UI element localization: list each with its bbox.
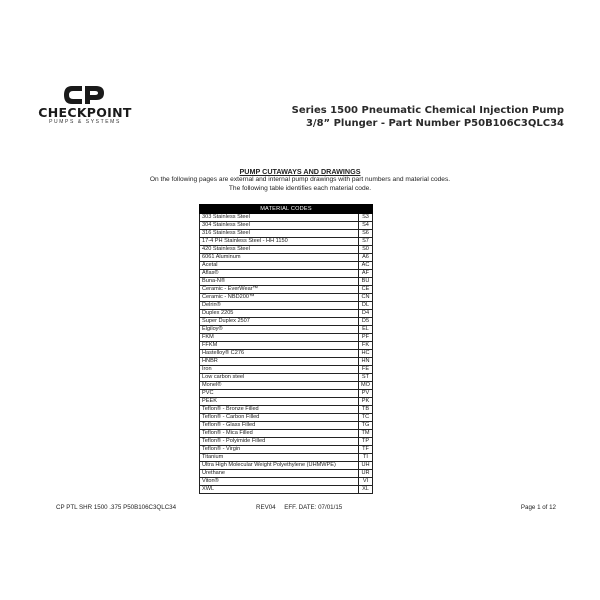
table-row bbox=[200, 253, 373, 261]
material-name: Buna-N® bbox=[200, 277, 359, 285]
table-row bbox=[200, 405, 373, 413]
material-name: Teflon® - Glass Filled bbox=[200, 421, 359, 429]
material-codes-table bbox=[199, 204, 373, 494]
material-code: PF bbox=[359, 333, 373, 341]
material-code: TM bbox=[359, 429, 373, 437]
material-code: S4 bbox=[359, 221, 373, 229]
table-row bbox=[200, 421, 373, 429]
material-code: FK bbox=[359, 341, 373, 349]
material-code: FE bbox=[359, 365, 373, 373]
material-name: FFKM bbox=[200, 341, 359, 349]
material-name: 303 Stainless Steel bbox=[200, 213, 359, 221]
logo-wordmark: CHECKPOINT bbox=[38, 105, 132, 120]
material-code: TB bbox=[359, 405, 373, 413]
table-row bbox=[200, 461, 373, 469]
document-header bbox=[292, 104, 564, 130]
table-row bbox=[200, 325, 373, 333]
table-row bbox=[200, 349, 373, 357]
table-header: MATERIAL CODES bbox=[200, 205, 373, 214]
table-row bbox=[200, 301, 373, 309]
table-row bbox=[200, 429, 373, 437]
material-code: S6 bbox=[359, 229, 373, 237]
table-row bbox=[200, 277, 373, 285]
material-name: Low carbon steel bbox=[200, 373, 359, 381]
company-logo bbox=[34, 84, 136, 130]
material-name: 420 Stainless Steel bbox=[200, 245, 359, 253]
material-code: MO bbox=[359, 381, 373, 389]
intro-line-2: The following table identifies each material code. bbox=[228, 184, 372, 192]
section-intro bbox=[0, 176, 600, 193]
table-row bbox=[200, 341, 373, 349]
table-row bbox=[200, 229, 373, 237]
table-row bbox=[200, 285, 373, 293]
material-name: PEEK bbox=[200, 397, 359, 405]
material-code: UR bbox=[359, 469, 373, 477]
material-name: Ceramic - EverWear™ bbox=[200, 285, 359, 293]
material-code: VI bbox=[359, 477, 373, 485]
material-name: Monel® bbox=[200, 381, 359, 389]
material-name: Teflon® - Virgin bbox=[200, 445, 359, 453]
intro-line-1: On the following pages are external and internal pump drawings with part numbers and material codes. bbox=[149, 176, 451, 183]
material-code: TI bbox=[359, 453, 373, 461]
material-code: HC bbox=[359, 349, 373, 357]
table-row bbox=[200, 469, 373, 477]
material-code: PV bbox=[359, 389, 373, 397]
material-name: 316 Stainless Steel bbox=[200, 229, 359, 237]
material-name: Iron bbox=[200, 365, 359, 373]
checkpoint-logo-icon bbox=[62, 84, 106, 106]
material-code: S3 bbox=[359, 213, 373, 221]
material-name: Titanium bbox=[200, 453, 359, 461]
material-name: Hastelloy® C276 bbox=[200, 349, 359, 357]
material-code: AC bbox=[359, 261, 373, 269]
table-row bbox=[200, 237, 373, 245]
table-row bbox=[200, 453, 373, 461]
header-line-2: 3/8” Plunger - Part Number P50B106C3QLC34 bbox=[305, 118, 564, 129]
material-code: TC bbox=[359, 413, 373, 421]
material-name: Urethane bbox=[200, 469, 359, 477]
table-row bbox=[200, 261, 373, 269]
material-code: S0 bbox=[359, 245, 373, 253]
table-row bbox=[200, 365, 373, 373]
header-line-1: Series 1500 Pneumatic Chemical Injection Pump bbox=[291, 105, 564, 116]
material-name: Teflon® - Bronze Filled bbox=[200, 405, 359, 413]
material-code: HN bbox=[359, 357, 373, 365]
material-name: Elgiloy® bbox=[200, 325, 359, 333]
material-code: DL bbox=[359, 301, 373, 309]
material-name: Teflon® - Polyimide Filled bbox=[200, 437, 359, 445]
material-code: D4 bbox=[359, 309, 373, 317]
table-row bbox=[200, 221, 373, 229]
material-name: Ceramic - NBD200™ bbox=[200, 293, 359, 301]
logo-subtitle: PUMPS & SYSTEMS bbox=[49, 119, 121, 125]
material-name: PVC bbox=[200, 389, 359, 397]
material-code: A6 bbox=[359, 253, 373, 261]
material-name: Duplex 2205 bbox=[200, 309, 359, 317]
material-code: S7 bbox=[359, 237, 373, 245]
footer-page-number: Page 1 of 12 bbox=[520, 504, 556, 511]
table-row bbox=[200, 373, 373, 381]
material-code: ST bbox=[359, 373, 373, 381]
material-codes-body bbox=[200, 213, 373, 493]
table-row bbox=[200, 269, 373, 277]
material-name: Acetal bbox=[200, 261, 359, 269]
table-row bbox=[200, 381, 373, 389]
table-row bbox=[200, 437, 373, 445]
material-code: AF bbox=[359, 269, 373, 277]
material-name: Ultra High Molecular Weight Polyethylene (UHMWPE) bbox=[200, 461, 359, 469]
table-row bbox=[200, 309, 373, 317]
material-code: TF bbox=[359, 445, 373, 453]
material-name: 17-4 PH Stainless Steel - HH 1150 bbox=[200, 237, 359, 245]
table-row bbox=[200, 245, 373, 253]
material-name: 304 Stainless Steel bbox=[200, 221, 359, 229]
table-row bbox=[200, 357, 373, 365]
material-name: 6061 Aluminum bbox=[200, 253, 359, 261]
material-code: TG bbox=[359, 421, 373, 429]
table-row bbox=[200, 477, 373, 485]
material-code: D5 bbox=[359, 317, 373, 325]
material-name: Teflon® - Mica Filled bbox=[200, 429, 359, 437]
table-row bbox=[200, 293, 373, 301]
section-title: PUMP CUTAWAYS AND DRAWINGS bbox=[239, 167, 361, 176]
material-code: PK bbox=[359, 397, 373, 405]
material-name: HNBR bbox=[200, 357, 359, 365]
material-code: CN bbox=[359, 293, 373, 301]
table-row bbox=[200, 389, 373, 397]
material-code: XL bbox=[359, 485, 373, 493]
material-name: XWL bbox=[200, 485, 359, 493]
material-name: Super Duplex 2507 bbox=[200, 317, 359, 325]
material-name: Delrin® bbox=[200, 301, 359, 309]
material-name: Aflas® bbox=[200, 269, 359, 277]
material-code: EL bbox=[359, 325, 373, 333]
table-row bbox=[200, 317, 373, 325]
material-code: BU bbox=[359, 277, 373, 285]
material-code: UH bbox=[359, 461, 373, 469]
table-row bbox=[200, 333, 373, 341]
table-row bbox=[200, 213, 373, 221]
material-name: Teflon® - Carbon Filled bbox=[200, 413, 359, 421]
table-row bbox=[200, 397, 373, 405]
footer-document-id: CP PTL SHR 1500 .375 P50B106C3QLC34 bbox=[56, 504, 177, 511]
material-name: Viton® bbox=[200, 477, 359, 485]
table-row bbox=[200, 413, 373, 421]
table-row bbox=[200, 445, 373, 453]
material-code: TP bbox=[359, 437, 373, 445]
footer-revision: REV04 EFF. DATE: 07/01/15 bbox=[256, 504, 343, 511]
material-code: CE bbox=[359, 285, 373, 293]
material-name: FKM bbox=[200, 333, 359, 341]
table-row bbox=[200, 485, 373, 493]
